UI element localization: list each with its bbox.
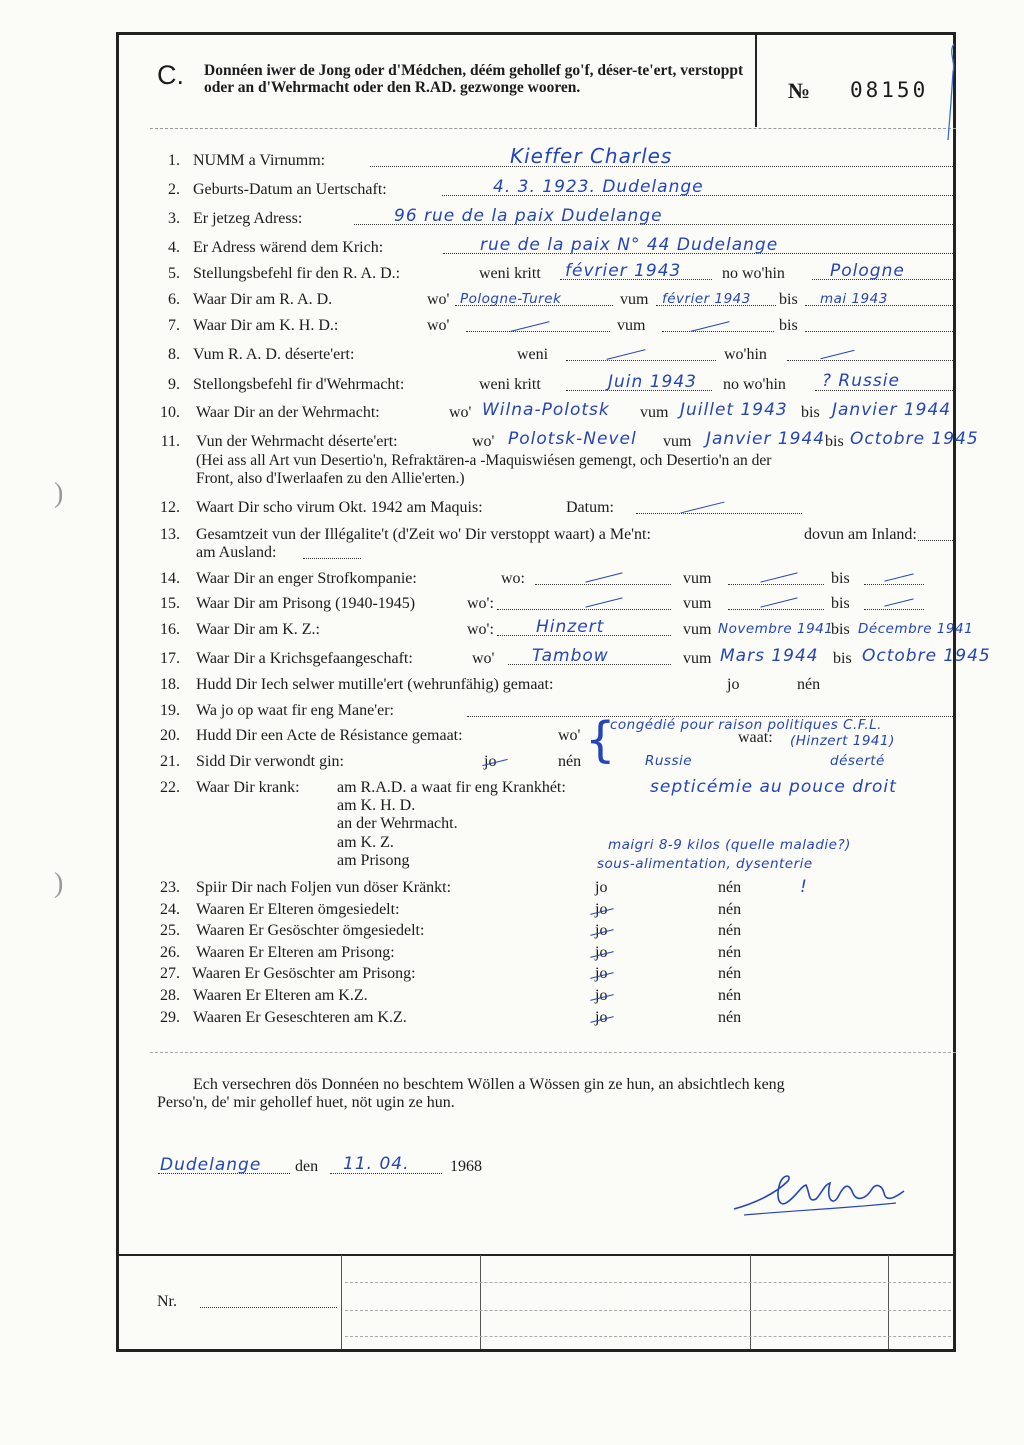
field-label-self-mutilation: Hudd Dir Iech selwer mutille'ert (wehrunfähig) gemaat: [196,676,554,693]
answer-line [918,540,955,541]
field-label-sick-prison: am Prisong [337,852,410,869]
answer-sick-prison[interactable]: sous-alimentation, dysenterie [597,856,813,872]
field-label-where: wo' [449,404,472,421]
line-number: 27. [160,965,180,982]
answer-pow-place[interactable]: Tambow [532,646,609,666]
footer-column-divider [341,1255,342,1349]
not-applicable-stroke [884,573,913,581]
answer-kz-until[interactable]: Décembre 1941 [858,621,974,637]
line-number: 25. [160,922,180,939]
line-number: 14. [160,570,180,587]
field-label-abroad: am Ausland: [196,544,277,561]
field-label-wounded: Sidd Dir verwondt gin: [196,753,344,770]
field-label-sick-rad: am R.A.D. a waat fir eng Krankhét: [337,779,566,796]
option-yes[interactable]: jo [727,676,740,693]
field-label-illegality: Gesamtzeit vun der Illégalite't (d'Zeit wo' Dir verstoppt waart) a Me'nt: [196,526,651,543]
declaration-text: Ech versechren dös Donnéen no beschtem Wöllen a Wössen gin ze hun, an absichtlech keng [193,1076,785,1093]
field-label-until: bis [831,621,850,638]
field-label-where: wo' [427,317,450,334]
answer-kz-from[interactable]: Novembre 1941 [718,621,834,637]
field-label-from: vum [683,621,712,638]
line-number: 18. [160,676,180,693]
option-yes[interactable]: jo [595,901,608,918]
section-rule [150,1052,956,1053]
field-label-rad-order: Stellungsbefehl fir den R. A. D.: [193,265,401,282]
line-number: 21. [160,753,180,770]
answer-line [466,331,610,332]
line-number: 6. [168,291,180,308]
footer-row-line [345,1310,951,1311]
not-applicable-stroke [884,598,913,606]
answer-line [805,331,955,332]
date-label: den [295,1158,319,1175]
field-label-from: vum [620,291,649,308]
number-label: № [788,78,811,103]
line-number: 1. [168,152,180,169]
field-label-parents-prison: Waaren Er Elteren am Prisong: [196,944,395,961]
pencil-mark-icon [944,42,958,142]
answer-line [728,609,824,610]
field-label-maquis: Waart Dir scho virum Okt. 1942 am Maquis: [196,499,483,516]
footer-table-top [116,1254,956,1256]
line-number: 17. [160,650,180,667]
answer-wehrmacht-place[interactable]: Wilna-Polotsk [482,400,610,420]
answer-wounded-where[interactable]: Russie [645,753,693,769]
header-rule [150,128,956,129]
nr-field[interactable] [200,1307,337,1308]
field-label-kz: Waar Dir am K. Z.: [196,621,320,638]
option-no[interactable]: nén [797,676,821,693]
field-label-when: weni kritt [479,265,541,282]
option-yes[interactable]: jo [484,753,497,770]
answer-resistance-what[interactable]: (Hinzert 1941) [790,733,895,749]
field-label-from: vum [683,595,712,612]
not-applicable-stroke [760,597,797,607]
field-label-birth: Geburts-Datum an Uertschaft: [193,181,387,198]
answer-line [566,360,716,361]
answer-line [497,609,671,610]
not-applicable-stroke [606,349,645,360]
footer-column-divider [888,1255,889,1349]
option-yes[interactable]: jo [595,965,608,982]
answer-rad-until[interactable]: mai 1943 [820,291,888,307]
not-applicable-stroke [820,350,854,359]
field-label-where: wo' [472,650,495,667]
line-number: 22. [160,779,180,796]
field-label-siblings-resettled: Waaren Er Gesöschter ömgesiedelt: [196,922,425,939]
answer-rad-when[interactable]: février 1943 [565,261,682,281]
field-label-punishment: Waar Dir an enger Strofkompanie: [196,570,417,587]
option-no[interactable]: nén [718,987,742,1004]
field-label-aftereffects: Spiir Dir nach Foljen vun döser Kränkt: [196,879,452,896]
field-label-resistance: Hudd Dir een Acte de Résistance gemaat: [196,727,463,744]
punch-hole-mark: ) [54,868,64,899]
footer-column-divider [750,1255,751,1349]
nr-label: Nr. [157,1293,177,1310]
answer-birth[interactable]: 4. 3. 1923. Dudelange [493,177,704,197]
field-label-until: bis [801,404,820,421]
answer-name[interactable]: Kieffer Charles [510,144,673,168]
line-number: 10. [160,404,180,421]
option-no[interactable]: nén [718,922,742,939]
answer-war-address[interactable]: rue de la paix N° 44 Dudelange [480,235,779,255]
line-number: 8. [168,346,180,363]
form-border-top [116,32,956,35]
field-label-how: Wa jo op waat fir eng Mane'er: [196,702,394,719]
form-border-bottom [116,1349,956,1352]
line-number: 9. [168,376,180,393]
field-label-where: wo': [467,595,494,612]
answer-address[interactable]: 96 rue de la paix Dudelange [394,206,663,226]
line-number: 4. [168,239,180,256]
line-number: 16. [160,621,180,638]
answer-rad-from[interactable]: février 1943 [662,291,751,307]
handwritten-signature [726,1163,916,1223]
answer-wehrmacht-from[interactable]: Juillet 1943 [680,400,788,420]
answer-line [303,558,361,559]
answer-line [636,513,802,514]
field-label-from: vum [683,570,712,587]
footer-column-divider [480,1255,481,1349]
field-label-where-to: no wo'hin [722,265,785,282]
answer-line [535,584,671,585]
field-label-khd: Waar Dir am K. H. D.: [193,317,339,334]
line-number: 19. [160,702,180,719]
field-label-when: weni [517,346,549,363]
field-label-parents-resettled: Waaren Er Elteren ömgesiedelt: [196,901,400,918]
field-label-sick-wehrmacht: an der Wehrmacht. [337,815,458,832]
header-divider [755,35,757,127]
line-number: 24. [160,901,180,918]
field-label-what: waat: [738,729,773,746]
field-label-from: vum [617,317,646,334]
line-number: 28. [160,987,180,1004]
field-label-sick: Waar Dir krank: [196,779,300,796]
footer-row-line [345,1336,951,1337]
option-yes[interactable]: jo [595,1009,608,1026]
line-number: 7. [168,317,180,334]
field-label-until: bis [825,433,844,450]
field-label-when: weni kritt [479,376,541,393]
signature-year: 1968 [450,1158,482,1175]
field-label-from: vum [683,650,712,667]
field-label-name: NUMM a Virnumm: [193,152,326,169]
not-applicable-stroke [585,597,622,607]
section-title: Donnéen iwer de Jong oder d'Médchen, déém gehollef go'f, déser-te'ert, verstoppt oder an d'Wehrmacht oder den R.AD. gezwonge wooren. [204,62,744,96]
answer-wounded-note[interactable]: déserté [830,753,885,769]
field-label-until: bis [831,570,850,587]
answer-line [864,609,924,610]
answer-kz-place[interactable]: Hinzert [536,617,605,637]
field-label-until: bis [779,317,798,334]
field-label-address: Er jetzeg Adress: [193,210,303,227]
footer-row-line [345,1282,951,1283]
field-label-wehrmacht: Waar Dir an der Wehrmacht: [196,404,380,421]
field-note: Front, also d'Iwerlaafen zu den Allie'erten.) [196,470,465,487]
not-applicable-stroke [760,572,797,582]
answer-line [787,360,955,361]
declaration-text: Perso'n, de' mir gehollef huet, nöt ugin ze hun. [157,1094,455,1111]
field-label-domestic: dovun am Inland: [804,526,917,543]
field-label-rad: Waar Dir am R. A. D. [193,291,333,308]
field-label-parents-kz: Waaren Er Elteren am K.Z. [193,987,368,1004]
field-label-where-to: wo'hin [724,346,767,363]
answer-desert-from[interactable]: Janvier 1944 [706,429,826,449]
field-label-wehrmacht-desert: Vun der Wehrmacht déserte'ert: [196,433,398,450]
answer-line [864,584,924,585]
field-label-pow: Waar Dir a Krichsgefaangeschaft: [196,650,413,667]
field-label-from: vum [663,433,692,450]
field-label-from: vum [640,404,669,421]
answer-pow-from[interactable]: Mars 1944 [720,646,819,666]
signature-date[interactable]: 11. 04. [343,1154,410,1174]
answer-pow-until[interactable]: Octobre 1945 [862,646,991,666]
option-no[interactable]: nén [558,753,582,770]
field-label-siblings-kz: Waaren Er Geseschteren am K.Z. [193,1009,407,1026]
punch-hole-mark: ) [54,478,64,509]
option-no[interactable]: nén [718,1009,742,1026]
answer-line [728,584,824,585]
option-no[interactable]: nén [718,901,742,918]
form-border-right [953,32,956,1352]
section-letter: C. [157,60,184,90]
line-number: 23. [160,879,180,896]
form-border-left [116,32,119,1352]
field-label-where: wo' [472,433,495,450]
answer-line [662,331,774,332]
line-number: 29. [160,1009,180,1026]
line-number: 2. [168,181,180,198]
answer-sick-rad[interactable]: septicémie au pouce droit [650,777,897,797]
line-number: 5. [168,265,180,282]
answer-desert-place[interactable]: Polotsk-Nevel [508,429,637,449]
signature-place[interactable]: Dudelange [160,1155,262,1175]
answer-desert-until[interactable]: Octobre 1945 [850,429,979,449]
line-number: 12. [160,499,180,516]
answer-rad-where[interactable]: Pologne [830,261,905,281]
option-no[interactable]: nén [718,965,742,982]
form-number: 08150 [850,78,929,102]
field-label-prison: Waar Dir am Prisong (1940-1945) [196,595,416,612]
line-number: 11. [160,433,180,450]
option-yes[interactable]: jo [595,879,608,896]
not-applicable-stroke [585,572,622,582]
answer-rad-place[interactable]: Pologne-Turek [460,291,562,307]
option-yes[interactable]: jo [595,922,608,939]
field-label-rad-desert: Vum R. A. D. déserte'ert: [193,346,355,363]
option-no[interactable]: nén [718,944,742,961]
answer-wehrmacht-when[interactable]: Juin 1943 [608,372,697,392]
field-label-where: wo: [501,570,525,587]
line-number: 13. [160,526,180,543]
bracket-mark: { [585,712,616,768]
answer-sick-kz[interactable]: maigri 8-9 kilos (quelle maladie?) [608,837,851,853]
line-number: 26. [160,944,180,961]
not-applicable-stroke [681,502,725,514]
option-yes[interactable]: jo [595,987,608,1004]
field-label-where: wo' [558,727,581,744]
field-label-until: bis [779,291,798,308]
field-label-date: Datum: [566,499,614,516]
answer-aftereffects-mark[interactable]: ! [800,877,808,897]
field-label-sick-khd: am K. H. D. [337,797,416,814]
option-no[interactable]: nén [718,879,742,896]
field-label-where-to: no wo'hin [723,376,786,393]
field-label-siblings-prison: Waaren Er Gesöschter am Prisong: [192,965,416,982]
line-number: 15. [160,595,180,612]
answer-wehrmacht-where[interactable]: ? Russie [822,371,900,391]
option-yes[interactable]: jo [595,944,608,961]
field-label-where: wo' [427,291,450,308]
line-number: 20. [160,727,180,744]
field-label-until: bis [831,595,850,612]
field-label-wehrmacht-order: Stellongsbefehl fir d'Wehrmacht: [193,376,405,393]
field-label-sick-kz: am K. Z. [337,834,394,851]
field-label-war-address: Er Adress wärend dem Krich: [193,239,384,256]
field-label-where: wo': [467,621,494,638]
field-note: (Hei ass all Art vun Desertio'n, Refraktären-a -Maquiswiésen gemengt, och Desertio'n an der [196,452,772,469]
line-number: 3. [168,210,180,227]
field-label-until: bis [833,650,852,667]
answer-resistance-where[interactable]: congédié pour raison politiques C.F.L. [610,717,882,733]
answer-wehrmacht-until[interactable]: Janvier 1944 [832,400,952,420]
